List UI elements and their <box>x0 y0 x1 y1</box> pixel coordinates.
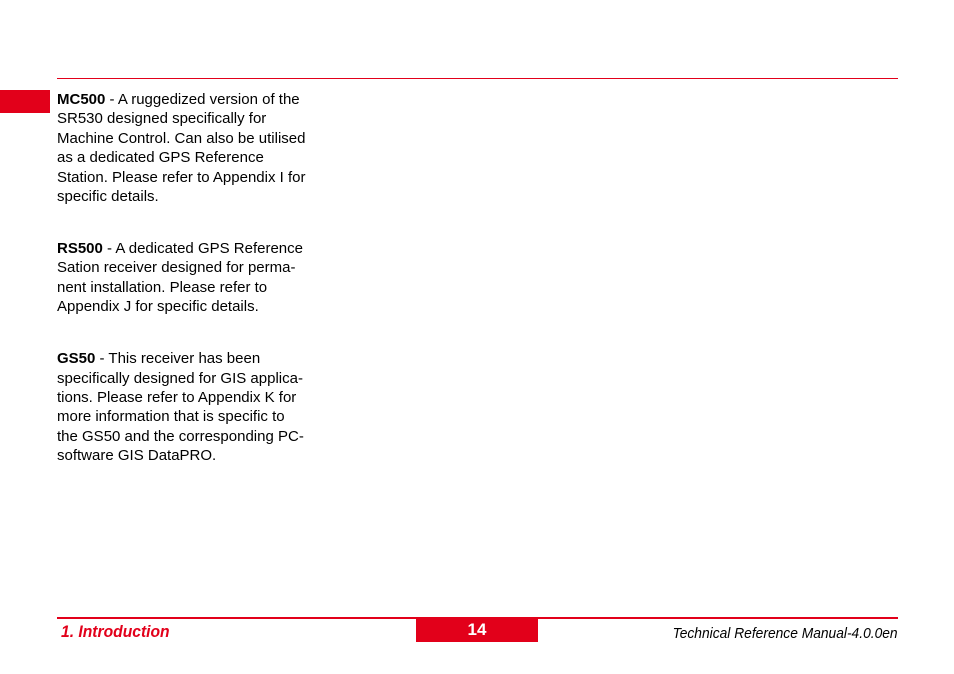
entry-line: Appendix J for specific details. <box>57 298 259 316</box>
entry-gs50 <box>57 349 327 465</box>
entry-term: MC500 <box>57 91 106 108</box>
entry-line: tions. Please refer to Appendix K for <box>57 389 297 407</box>
header-rule <box>57 78 898 79</box>
entry-line: Machine Control. Can also be utilised <box>57 129 306 147</box>
entry-line: specifically designed for GIS applica- <box>57 369 303 387</box>
entry-line: SR530 designed specifically for <box>57 110 267 128</box>
entry-mc500 <box>57 90 327 206</box>
entry-line: software GIS DataPRO. <box>57 447 217 465</box>
entry-line <box>57 90 327 109</box>
entry-line: more information that is specific to <box>57 408 285 426</box>
page-number-badge: 14 <box>416 618 538 642</box>
entry-line: specific details. <box>57 188 159 206</box>
entry-text: - A ruggedized version of the <box>105 91 300 108</box>
entry-line: Sation receiver designed for perma- <box>57 259 296 277</box>
footer-manual-title: Technical Reference Manual-4.0.0en <box>672 625 898 642</box>
entry-text: - A dedicated GPS Reference <box>102 240 303 258</box>
entry-line <box>57 349 327 368</box>
entry-text: - This receiver has been <box>95 350 261 368</box>
entry-term: RS500 <box>57 240 103 258</box>
entry-line: as a dedicated GPS Reference <box>57 149 264 167</box>
main-content <box>57 90 327 498</box>
footer-chapter-title: 1. Introduction <box>61 622 170 641</box>
entry-line: nent installation. Please refer to <box>57 278 268 296</box>
entry-line: the GS50 and the corresponding PC- <box>57 427 304 445</box>
chapter-side-tab <box>0 90 50 113</box>
entry-line: Station. Please refer to Appendix I for <box>57 168 306 186</box>
entry-rs500 <box>57 239 327 317</box>
entry-line <box>57 239 327 258</box>
entry-term: GS50 <box>57 350 96 368</box>
